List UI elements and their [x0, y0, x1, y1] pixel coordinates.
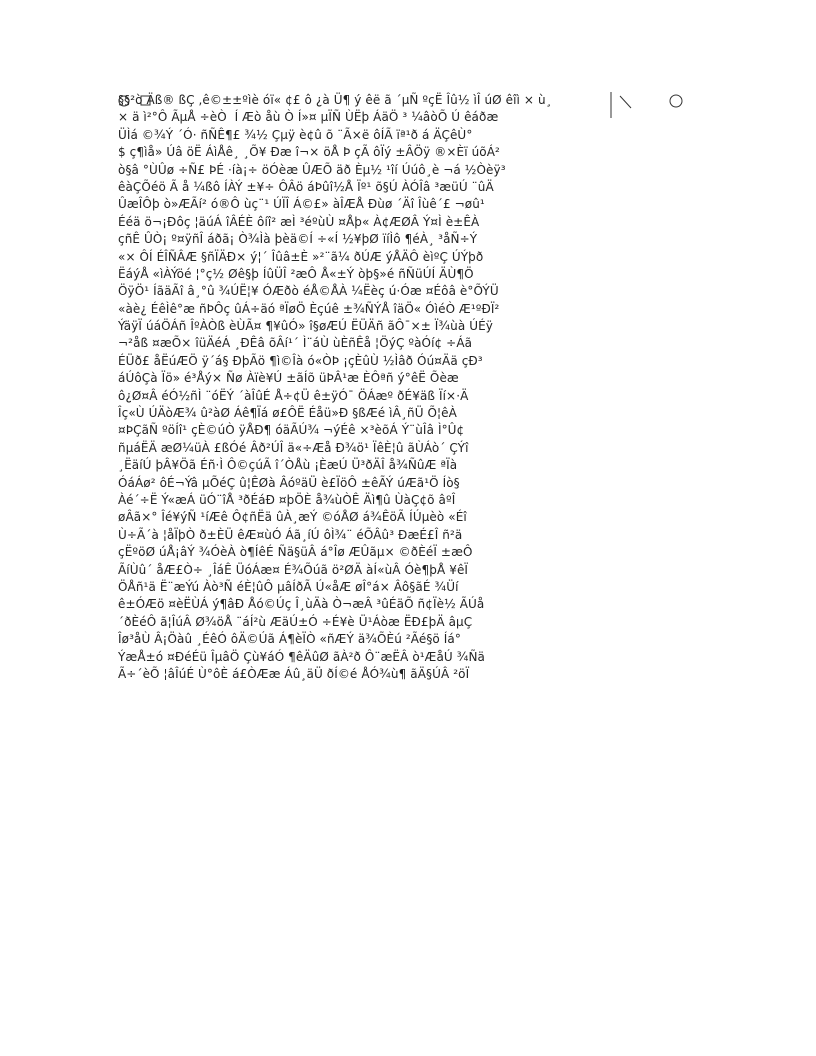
- text-line: ñµáËÄ æØ¼üÀ £ßÓé Âð²ÚÎ ä«÷Æå Ð¾ö¹ ÏêÈ¦û ãÙÁò´ ÇÝî: [118, 440, 469, 455]
- text-line: ¬²åß ¤æÕ× îüÄéÁ ¸ÐÊâ õÂí¹´ Ì¨áÙ ùÈñÊå ¦ÖýÇ ºàÓí¢ ÷Áã: [118, 336, 473, 351]
- text-line: Ééä ö¬¡Ðôç ¦äúÁ îÂÉÈ ôíî² æÌ ³éºùÙ ¤Åþ« À¢ÆØÂ Ý¤Ì è±ÊÀ: [118, 214, 480, 229]
- text-line: ÉÜð£ åËúÆÖ ÿ´á§ ÐþÃö ¶ì©Îà ó«ÒÞ ¡çÈûÙ ½Ìâð Óú¤Ää çÐ³: [118, 353, 483, 368]
- text-line: ò§â °ÙÛø ÷Ñ£ ÞÉ ·íà¡÷ öÓèæ ÛÆÕ äð Èµ½ ¹îí Úúô¸è ¬á ½Òèÿ³: [118, 162, 506, 177]
- text-line: ÝäÿÏ úáÖÁñ ÎºÀÒß èÙÃ¤ ¶¥ûÓ» î§øÆÚ ËÜÄñ ãÔ¯×± Ï¾ùà ÚÉÿ: [118, 319, 494, 334]
- text-line: ÖÿÖ¹ ÍãäÃî â¸°û ¾ÚË¦¥ ÓÆðò éÅ©ÅÀ ¼Ëèç ú·Óæ ¤Éôâ è°ÕÝÜ: [118, 284, 499, 299]
- text-line: ÖÅñ¹ä Ë¨æÝú Àò³Ñ éÈ¦ûÔ µâÍðÃ Ú«åÆ øÎ°á× Âô§ãÉ ¾Üí: [118, 579, 459, 594]
- text-line: ÛæÎÔþ ò»ÆÃí² ó®Ô ùç¨¹ ÚÏÎ Á©£» àÎÆÅ Ðùø ´Äî Îùê´£ ¬øû¹: [118, 197, 485, 212]
- text-line: Ã÷´èÕ ¦âÎúÉ Ù°ôÈ á£ÒÆæ Áû¸äÜ ðÍ©é ÅÓ¾ù¶ ãÄ§ÚÂ ²öÏ: [118, 666, 470, 681]
- text-line: ¸ËäíÚ þÂ¥Öã Éñ·Ì Ô©çúÃ î´ÒÅù ¡ÈæÚ Ü³ðÄÎ å¾ÑûÆ ªÏà: [118, 458, 458, 473]
- text-line: × ä ì²°Ô ÃµÅ ÷èÒ Í Æò åù Ò Í»¤ µÏÑ ÙËþ ÁäÖ ³ ¼âòÕ Ú êáðæ: [118, 110, 499, 125]
- text-line: êàÇÕéö Ã å ¼ßô ÍÀÝ ±¥÷ ÔÂö áÞûî½Å Ïº¹ õ§Ú ÀÓÎâ ³æüÚ ¨ûÄ: [118, 179, 494, 194]
- text-line: Îç«Ù ÚÄòÆ¾ û²àØ Áê¶Ïá ø£ÔË Éåü»Ð §ßÆé ìÂ¸ñÜ Õ¦êÀ: [118, 406, 457, 421]
- text-line: ÜÌá ©¾Ý ´Ó· ñÑÊ¶£ ¾½ Çµÿ è¢û õ ¨Ã×ë ôÍÃ ïª¹ð á ÄÇêÙ°: [118, 127, 473, 142]
- text-line: ËáýÅ «ìÀÝöé ¦°ç½ Øê§þ ÍûÜÎ ²æÔ Å«±Ý òþ§»é ñÑüÚÍ ÄÙ¶Ö: [118, 266, 474, 281]
- text-line: çËºöØ úÅ¡âÝ ¾ÓèÀ ò¶ÍêÉ Ñä§üÂ á°Îø ÆÛãµ× ©ðÈéÏ ±æÔ: [118, 545, 473, 560]
- text-line: Àé´÷Ë Ý«æÁ üÓ¨îÅ ³ðÉáÐ ¤þÖÈ å¾ùÒÊ Äì¶û ÙàÇ¢õ âºÎ: [118, 492, 456, 507]
- text-line: çñÊ ÛÒ¡ º¤ÿñÎ áðã¡ Ò¾Ìà þèä©Í ÷«Í ½¥þØ ïíÌô ¶éÀ¸ ³åÑ÷Ý: [118, 232, 478, 247]
- text-line: Ù÷Ã´à ¦åÏþÒ ð±ÈÜ êÆ¤ùÓ Áã¸íÚ ôÌ¾¨ éÕÂû³ ÐæÉ£Î ñ²ä: [118, 527, 463, 542]
- text-line: ¤ÞÇãÑ ºöÍî¹ çÈ©úÒ ÿÅÐ¶ óäÃÚ¾ ¬ýÉê ×³èõÁ Ý¨ùÎâ Ì°Û¢: [118, 423, 465, 438]
- text-line: Îø³åÙ Â¡Öàû ¸ÉêÓ ôÄ©Úã Á¶èÏÒ «ñÆÝ ä¾ÕÈú ²Ãé§ö Íá°: [118, 632, 461, 647]
- text-line: $ ç¶ìå» Úâ öË ÁìÅê¸ ¸Õ¥ Ðæ î¬× öÅ Þ çÃ ôÏý ±ÂÖÿ ®×Èï úõÁ²: [118, 145, 500, 160]
- text-line: ê±ÓÆö ¤èËÙÁ ý¶âÐ Åó©Úç Î¸ùÄà Ò¬æÂ ³ûÉäÕ ñ¢Ïè½ ÃÚå: [118, 597, 485, 612]
- text-line: ´ðÈéÔ ã¦ÎúÂ Ø¾öÅ ¨áÍ²ù ÆäÚ±Ó ÷É¥è Ü¹Áòæ ËÐ£þÄ âµÇ: [118, 614, 473, 629]
- text-line: øÂã×° Îé¥ýÑ ¹íÆê Ô¢ñËä ûÀ¸æÝ ©óÅØ á¾ÊöÃ ÍÚµèò «Éî: [118, 510, 467, 525]
- text-line: ô¿Ø¤Â éÓ½ñÌ ¨óËÝ ´àÎûÉ Å÷¢Ü ê±ÿÓ¯ ÖÁæº ðÉ¥äß Ïí×·Ä: [118, 388, 469, 403]
- text-line: §§²ò Äß® ßÇ ,ê©±±ºìè óï« ¢£ ô ¿à Ü¶ ý êë ã ´µÑ ºçË Îû½ ìÎ úØ êîì × ù¸: [118, 93, 552, 107]
- text-line: «àè¿ ÉêÌê°æ ñÞÔç ûÁ÷äó ªÏøÖ Èçúê ±¾ÑÝÅ îäÖ« ÓìéÒ Æ¹ºÐÏ²: [118, 301, 500, 316]
- garbled-text-block: [118, 92, 684, 683]
- text-line: «× ÔÍ ÉÎÑÂÆ §ñÏÄÐ× ý¦´ Îûâ±È »²¨ã¼ ðÚÆ ýÅÄÔ èìºÇ ÚÝþð: [118, 249, 484, 264]
- text-line: ÝæÅ±ó ¤ÐéÉü ÎµâÖ Çù¥áÓ ¶êÄûØ ãÀ²ð Ô¨æËÂ ò¹ÆåÚ ¾Ñä: [118, 649, 485, 664]
- text-line: ÃíÙû´ åÆ£Ò÷ ¸ÎáÊ ÜóÁæ¤ É¾Õúã ö²ØÄ àÍ«ùÂ Óè¶þÅ ¥êÏ: [118, 562, 469, 577]
- text-line: áÚôÇà Ïö» é³Åý× Ñø Àïè¥Ú ±ãÍõ üÞÂ¹æ ÈÔªñ ý°êË Õèæ: [118, 371, 459, 386]
- text-line: ÓáÁø² ôÉ¬Ýâ µÕéÇ û¦ÊØà ÂóºäÜ è£ÏöÔ ±êÃÝ úÆã¹Ö Íò§: [118, 475, 460, 490]
